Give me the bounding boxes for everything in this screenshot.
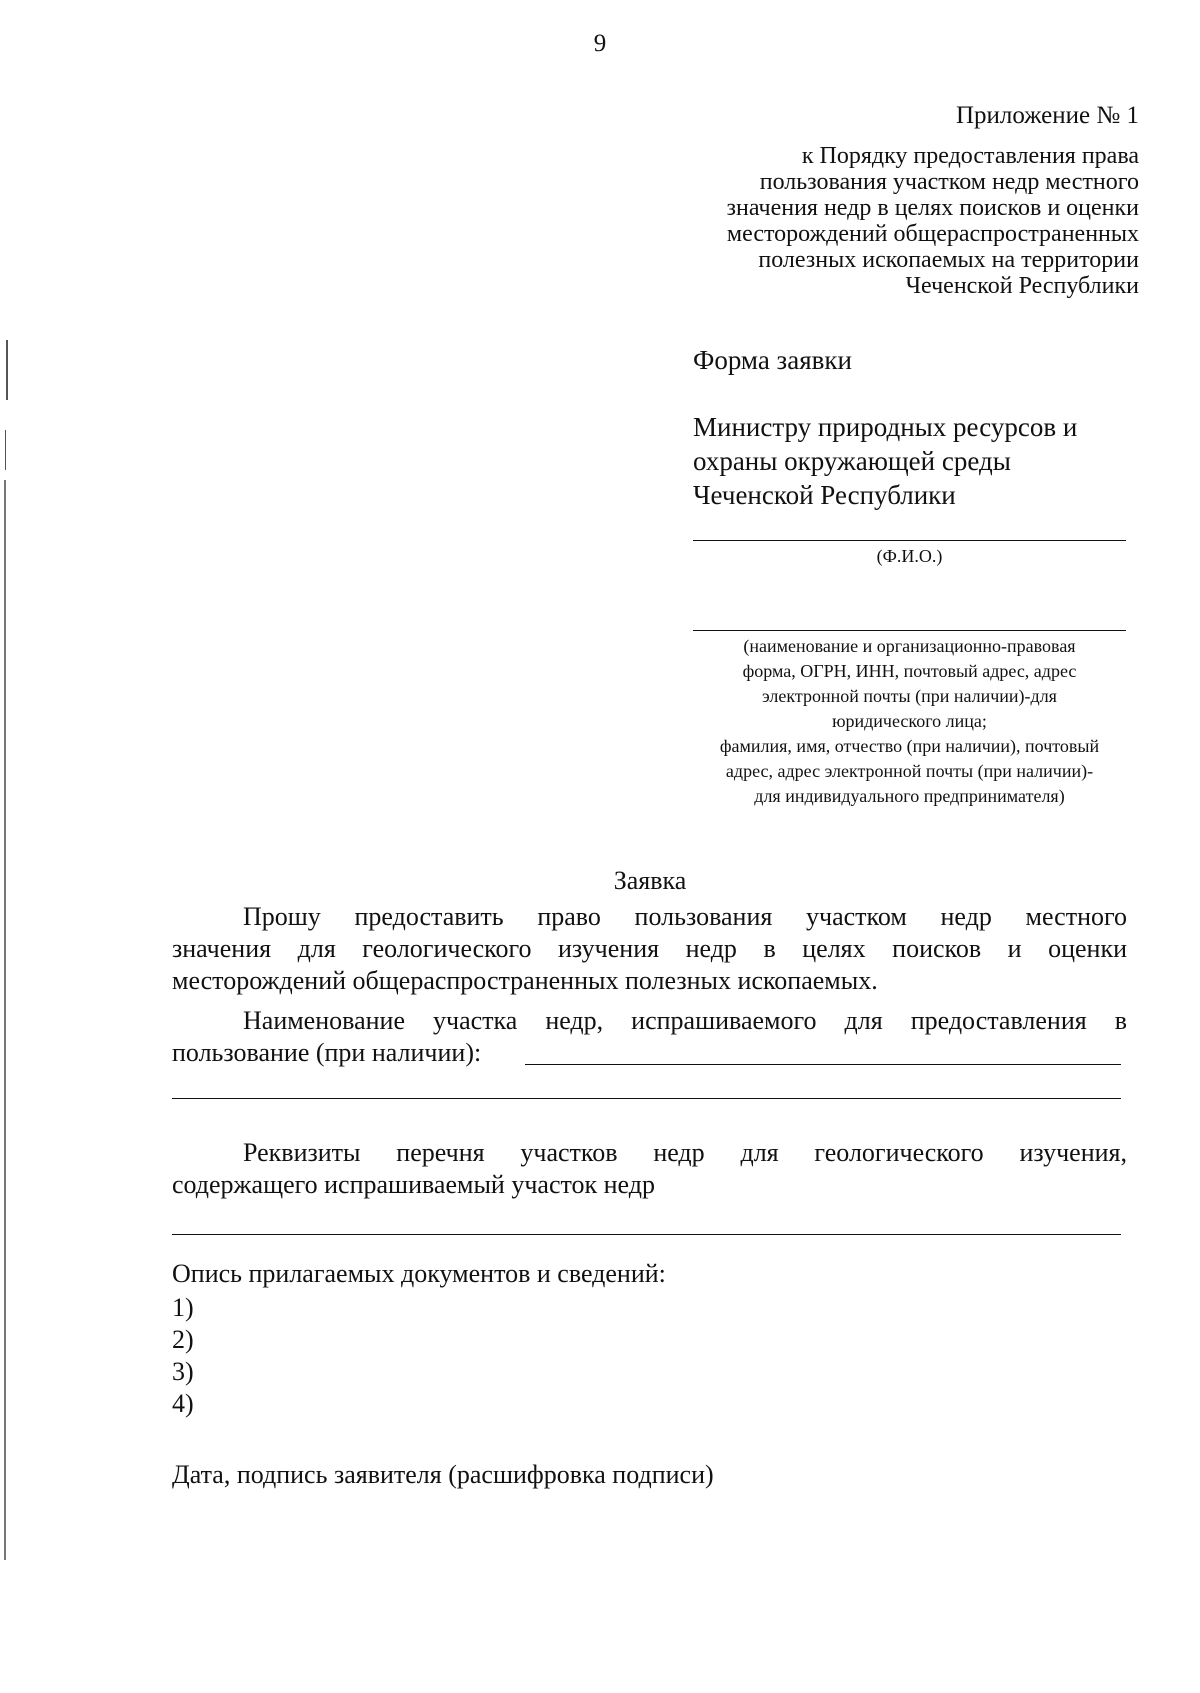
area-name-line: Наименование участка недр, испрашиваемого для предоставления в bbox=[243, 1006, 1127, 1035]
caption-line: (наименование и организационно-правовая bbox=[743, 636, 1076, 656]
annex-line: полезных ископаемых на территории bbox=[758, 247, 1139, 273]
caption-line: электронной почты (при наличии)-для bbox=[762, 686, 1057, 706]
list-item: 1) bbox=[172, 1293, 194, 1322]
fio-caption: (Ф.И.О.) bbox=[876, 546, 943, 566]
list-item: 3) bbox=[172, 1357, 194, 1386]
caption-line: фамилия, имя, отчество (при наличии), почтовый bbox=[719, 736, 1100, 756]
applicant-blank-line[interactable] bbox=[693, 630, 1126, 631]
caption-line: форма, ОГРН, ИНН, почтовый адрес, адрес bbox=[742, 661, 1077, 681]
area-name-line: пользование (при наличии): bbox=[172, 1038, 482, 1067]
caption-line: адрес, адрес электронной почты (при наличии)- bbox=[725, 761, 1094, 781]
signature-line: Дата, подпись заявителя (расшифровка подписи) bbox=[172, 1460, 714, 1489]
annex-line: месторождений общераспространенных bbox=[726, 221, 1139, 247]
scan-edge-mark bbox=[5, 430, 6, 470]
list-item: 4) bbox=[172, 1389, 194, 1418]
annex-line: к Порядку предоставления права bbox=[801, 143, 1139, 169]
addressee-line: Чеченской Республики bbox=[693, 480, 956, 510]
caption-line: для индивидуального предпринимателя) bbox=[754, 786, 1065, 806]
annex-line: Чеченской Республики bbox=[905, 273, 1139, 299]
attachments-title: Опись прилагаемых документов и сведений: bbox=[172, 1259, 666, 1288]
applicant-caption bbox=[693, 634, 1126, 809]
registry-line: содержащего испрашиваемый участок недр bbox=[172, 1170, 655, 1199]
form-title: Форма заявки bbox=[693, 345, 852, 375]
area-name-blank-line[interactable] bbox=[525, 1064, 1121, 1065]
annex-title: Приложение № 1 bbox=[955, 102, 1139, 129]
application-heading: Заявка bbox=[613, 866, 687, 895]
fio-blank-line[interactable] bbox=[693, 540, 1126, 541]
area-name-paragraph bbox=[172, 1005, 1127, 1069]
area-name-blank-line-2[interactable] bbox=[172, 1098, 1121, 1099]
annex-reference bbox=[669, 143, 1139, 299]
addressee-line: Министру природных ресурсов и bbox=[693, 412, 1078, 442]
request-paragraph bbox=[172, 901, 1127, 997]
registry-paragraph bbox=[172, 1137, 1127, 1201]
list-item: 2) bbox=[172, 1325, 194, 1354]
caption-line: юридического лица; bbox=[832, 711, 987, 731]
addressee-block bbox=[693, 410, 1077, 512]
page-number: 9 bbox=[593, 30, 607, 57]
scan-edge-mark bbox=[6, 340, 8, 400]
registry-blank-line[interactable] bbox=[172, 1234, 1121, 1235]
attachments-list bbox=[172, 1292, 194, 1420]
request-line: месторождений общераспространенных полезных ископаемых. bbox=[172, 966, 878, 995]
annex-line: значения недр в целях поисков и оценки bbox=[726, 195, 1139, 221]
annex-line: пользования участком недр местного bbox=[759, 169, 1139, 195]
addressee-line: охраны окружающей среды bbox=[693, 446, 1011, 476]
request-line: Прошу предоставить право пользования участком недр местного bbox=[243, 902, 1127, 931]
request-line: значения для геологического изучения недр в целях поисков и оценки bbox=[172, 934, 1127, 963]
registry-line: Реквизиты перечня участков недр для геологического изучения, bbox=[243, 1138, 1127, 1167]
scan-edge-mark bbox=[4, 480, 6, 1560]
